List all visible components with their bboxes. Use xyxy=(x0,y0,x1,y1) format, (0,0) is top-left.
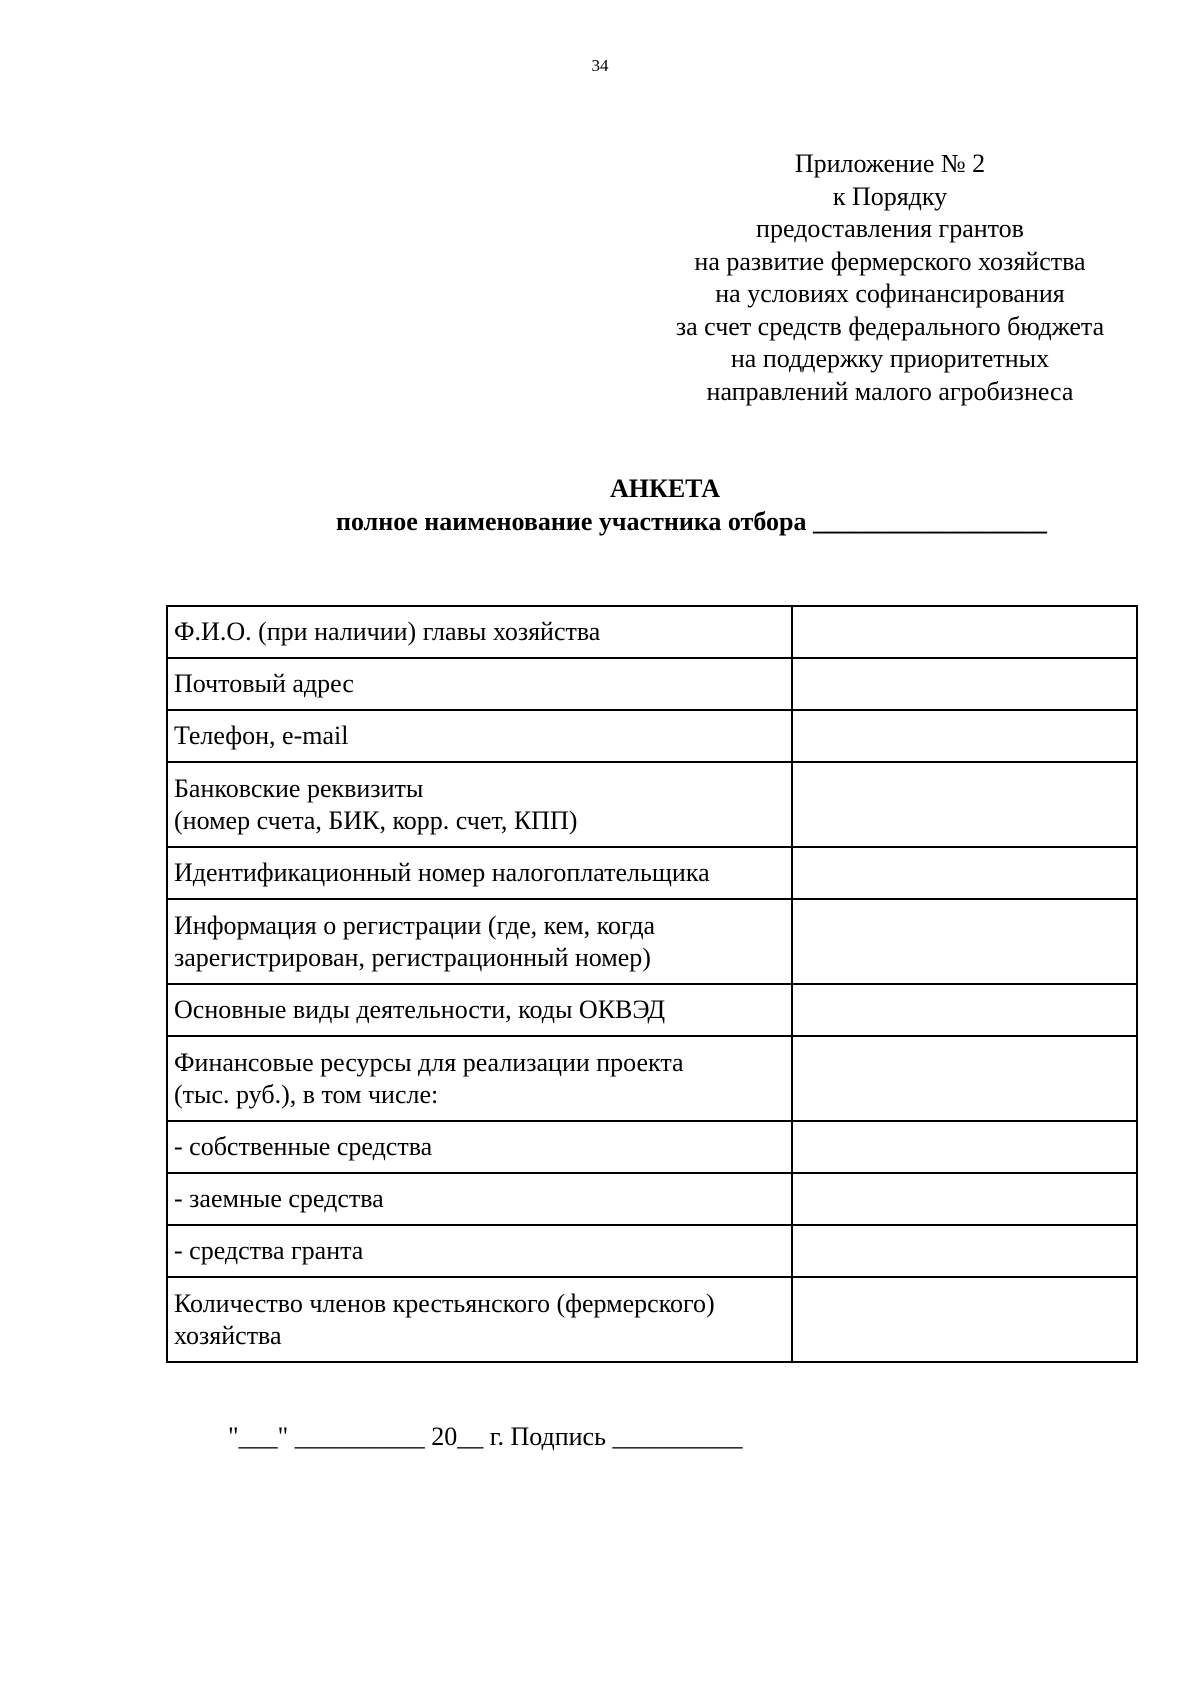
appendix-line: на поддержку приоритетных xyxy=(730,344,1050,373)
field-value[interactable] xyxy=(792,710,1137,762)
field-label xyxy=(167,762,792,847)
field-label-line: - заемные средства xyxy=(174,1184,384,1213)
field-label xyxy=(167,1121,792,1173)
field-value[interactable] xyxy=(792,1225,1137,1277)
table-row xyxy=(167,1225,1137,1277)
field-label xyxy=(167,1173,792,1225)
table-row xyxy=(167,1121,1137,1173)
field-label-line: Идентификационный номер налогоплательщика xyxy=(174,858,710,887)
table-row xyxy=(167,1277,1137,1362)
table-row xyxy=(167,899,1137,984)
field-value[interactable] xyxy=(792,847,1137,899)
field-label-line: зарегистрирован, регистрационный номер) xyxy=(174,942,651,972)
field-label xyxy=(167,710,792,762)
questionnaire-table-body xyxy=(167,606,1137,1362)
field-label xyxy=(167,1225,792,1277)
field-value[interactable] xyxy=(792,606,1137,658)
appendix-header xyxy=(630,148,1150,408)
field-value[interactable] xyxy=(792,899,1137,984)
field-label xyxy=(167,658,792,710)
table-row xyxy=(167,606,1137,658)
table-row xyxy=(167,1173,1137,1225)
appendix-line: на условиях софинансирования xyxy=(715,279,1065,308)
field-label xyxy=(167,1036,792,1121)
field-value[interactable] xyxy=(792,984,1137,1036)
field-label xyxy=(167,606,792,658)
table-row xyxy=(167,710,1137,762)
appendix-line: предоставления грантов xyxy=(756,214,1024,243)
appendix-line: Приложение № 2 xyxy=(794,149,986,178)
field-label-line: Основные виды деятельности, коды ОКВЭД xyxy=(174,995,666,1024)
field-label-line: Количество членов крестьянского (фермерского) xyxy=(174,1288,715,1318)
field-value[interactable] xyxy=(792,658,1137,710)
field-label-line: Финансовые ресурсы для реализации проекта xyxy=(174,1047,684,1077)
table-row xyxy=(167,847,1137,899)
questionnaire-table xyxy=(166,605,1138,1363)
form-title: АНКЕТА xyxy=(609,474,721,503)
signature-line: "___" __________ 20__ г. Подпись __________ xyxy=(228,1422,743,1451)
field-label xyxy=(167,899,792,984)
page-number: 34 xyxy=(591,56,609,75)
appendix-line: за счет средств федерального бюджета xyxy=(675,311,1105,341)
field-label-line: хозяйства xyxy=(174,1320,282,1350)
field-label-line: Телефон, e-mail xyxy=(174,721,349,750)
field-label xyxy=(167,1277,792,1362)
field-label-line: Информация о регистрации (где, кем, когда xyxy=(174,910,656,940)
field-value[interactable] xyxy=(792,1277,1137,1362)
field-value[interactable] xyxy=(792,762,1137,847)
field-value[interactable] xyxy=(792,1173,1137,1225)
field-label-line: - средства гранта xyxy=(174,1236,364,1265)
table-row xyxy=(167,658,1137,710)
field-label-line: Почтовый адрес xyxy=(174,669,354,698)
field-label-line: (номер счета, БИК, корр. счет, КПП) xyxy=(174,805,578,835)
field-label xyxy=(167,984,792,1036)
appendix-line: к Порядку xyxy=(832,181,948,211)
field-label-line: Ф.И.О. (при наличии) главы хозяйства xyxy=(174,617,601,646)
field-value[interactable] xyxy=(792,1036,1137,1121)
table-row xyxy=(167,1036,1137,1121)
appendix-line: направлений малого агробизнеса xyxy=(706,376,1074,406)
appendix-line: на развитие фермерского хозяйства xyxy=(694,246,1086,276)
field-value[interactable] xyxy=(792,1121,1137,1173)
field-label-line: (тыс. руб.), в том числе: xyxy=(174,1079,439,1109)
field-label-line: - собственные средства xyxy=(174,1132,433,1161)
form-subtitle: полное наименование участника отбора __________________ xyxy=(336,507,1047,536)
table-row xyxy=(167,762,1137,847)
field-label-line: Банковские реквизиты xyxy=(174,773,424,803)
table-row xyxy=(167,984,1137,1036)
field-label xyxy=(167,847,792,899)
